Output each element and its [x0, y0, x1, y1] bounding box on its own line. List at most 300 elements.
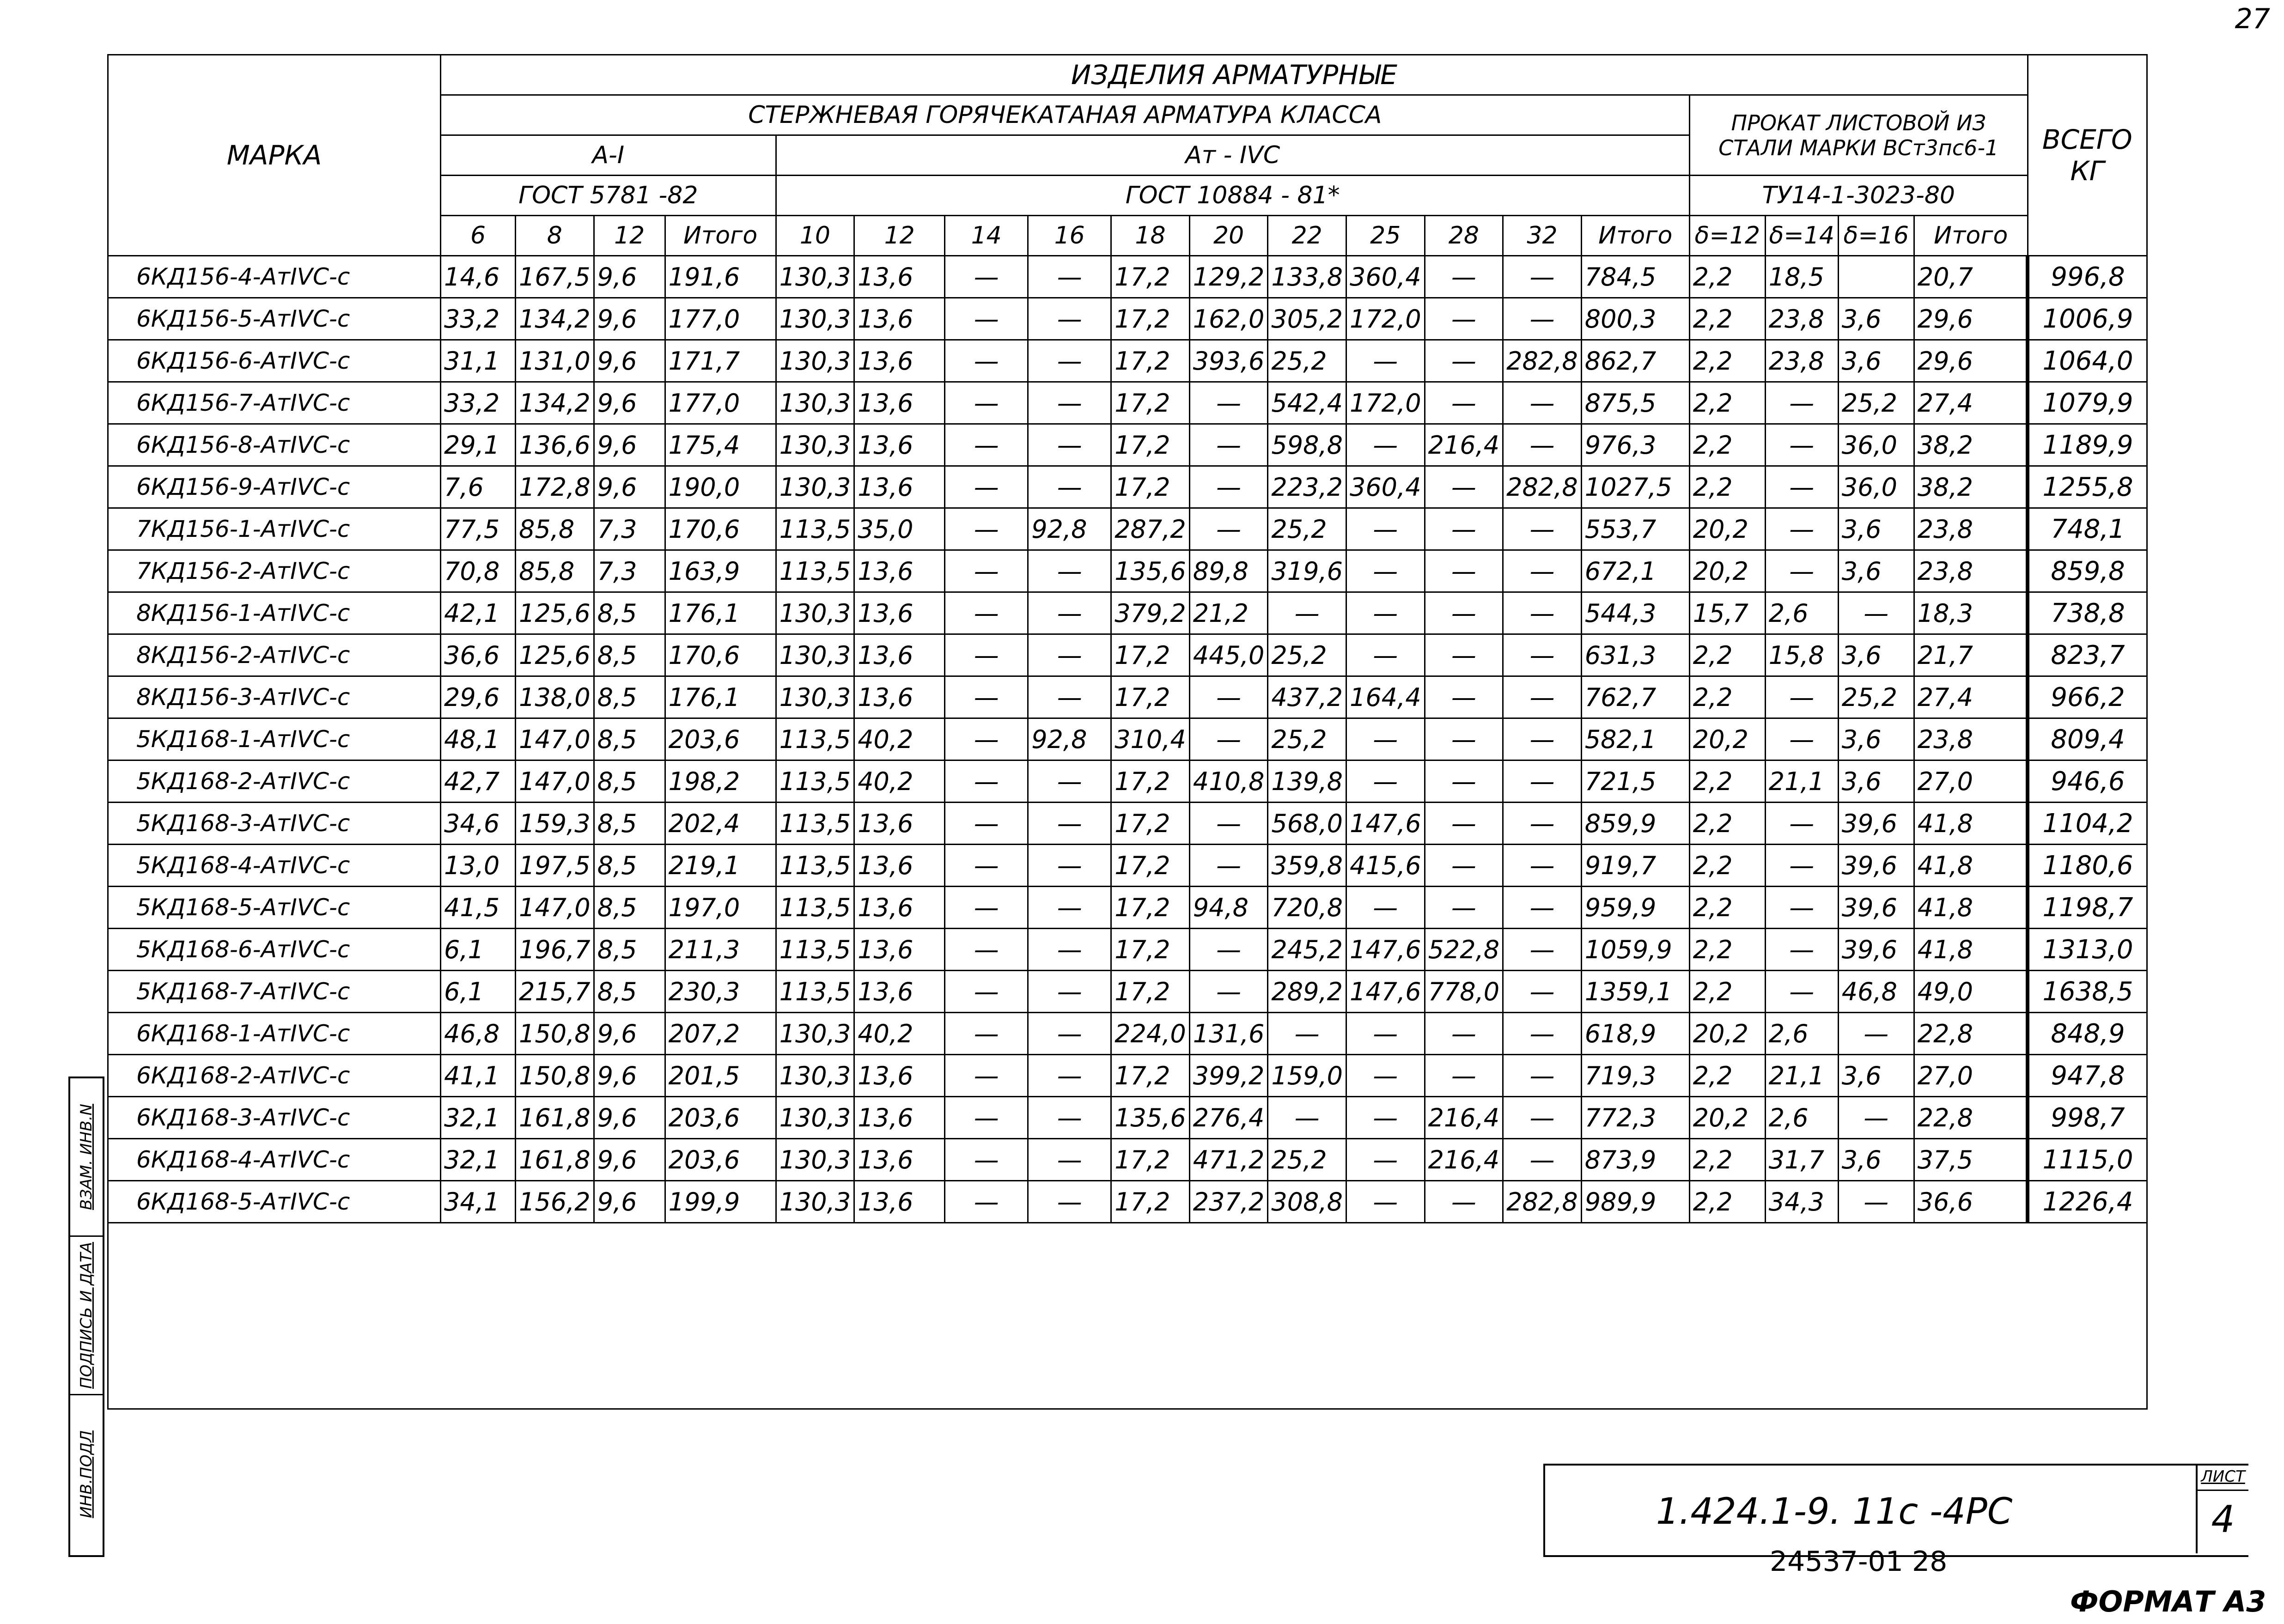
- side-stamp-inv-orig: ИНВ.ПОДЛ: [77, 1430, 96, 1518]
- table-cell: —: [1425, 256, 1503, 298]
- table-cell: 245,2: [1268, 929, 1346, 971]
- table-cell: 13,6: [854, 1181, 945, 1223]
- table-cell: 13,6: [854, 845, 945, 887]
- table-cell: —: [1503, 971, 1582, 1013]
- table-cell: 125,6: [516, 592, 594, 634]
- table-cell: 13,6: [854, 466, 945, 508]
- table-cell: 125,6: [516, 634, 594, 676]
- table-row: [108, 340, 2147, 382]
- table-cell: 207,2: [665, 1013, 776, 1055]
- header-gost-at4c: ГОСТ 10884 - 81*: [776, 176, 1689, 216]
- sub-header-cell: 10: [776, 216, 854, 256]
- table-cell: 2,2: [1689, 676, 1765, 718]
- table-cell: 20,2: [1689, 550, 1765, 592]
- table-cell: 21,2: [1189, 592, 1268, 634]
- table-cell: —: [1503, 760, 1582, 803]
- row-total: 966,2: [2028, 676, 2147, 718]
- row-mark: 6КД168-3-АтIVС-с: [108, 1097, 441, 1139]
- table-cell: 197,5: [516, 845, 594, 887]
- table-cell: 1359,1: [1581, 971, 1689, 1013]
- table-cell: 2,2: [1689, 845, 1765, 887]
- table-cell: 35,0: [854, 508, 945, 550]
- header-rebar: СТЕРЖНЕВАЯ ГОРЯЧЕКАТАНАЯ АРМАТУРА КЛАССА: [441, 95, 1690, 135]
- table-cell: 2,6: [1765, 1013, 1838, 1055]
- row-mark: 6КД168-5-АтIVС-с: [108, 1181, 441, 1223]
- row-mark: 8КД156-3-АтIVС-с: [108, 676, 441, 718]
- table-cell: —: [1028, 676, 1111, 718]
- table-cell: 2,6: [1765, 1097, 1838, 1139]
- row-total: 809,4: [2028, 718, 2147, 760]
- table-cell: 17,2: [1111, 1181, 1190, 1223]
- table-cell: 2,2: [1689, 887, 1765, 929]
- table-cell: 170,6: [665, 634, 776, 676]
- row-total: 1079,9: [2028, 382, 2147, 424]
- table-cell: 17,2: [1111, 1055, 1190, 1097]
- sub-header-cell: 25: [1346, 216, 1425, 256]
- table-cell: —: [1503, 382, 1582, 424]
- header-tu: ТУ14-1-3023-80: [1689, 176, 2028, 216]
- table-cell: —: [1028, 298, 1111, 340]
- row-total: 1189,9: [2028, 424, 2147, 466]
- table-cell: —: [1503, 1139, 1582, 1181]
- table-cell: —: [1189, 929, 1268, 971]
- table-cell: 319,6: [1268, 550, 1346, 592]
- table-cell: —: [1346, 1181, 1425, 1223]
- table-cell: 130,3: [776, 592, 854, 634]
- table-cell: 873,9: [1581, 1139, 1689, 1181]
- paper-format: ФОРМАТ А3: [2070, 1585, 2266, 1618]
- table-cell: 18,5: [1765, 256, 1838, 298]
- table-cell: 23,8: [1914, 718, 2028, 760]
- table-cell: —: [1268, 1013, 1346, 1055]
- table-cell: 42,1: [441, 592, 516, 634]
- table-cell: 172,0: [1346, 298, 1425, 340]
- table-cell: 89,8: [1189, 550, 1268, 592]
- table-cell: 21,1: [1765, 760, 1838, 803]
- table-cell: 13,0: [441, 845, 516, 887]
- table-cell: 959,9: [1581, 887, 1689, 929]
- table-cell: 17,2: [1111, 760, 1190, 803]
- table-cell: 8,5: [594, 634, 665, 676]
- table-cell: —: [1503, 256, 1582, 298]
- table-cell: 282,8: [1503, 340, 1582, 382]
- table-cell: 20,2: [1689, 1097, 1765, 1139]
- table-cell: 15,7: [1689, 592, 1765, 634]
- table-cell: 176,1: [665, 676, 776, 718]
- table-cell: 41,8: [1914, 887, 2028, 929]
- table-cell: —: [1425, 676, 1503, 718]
- row-mark: 5КД168-3-АтIVС-с: [108, 803, 441, 845]
- table-cell: 40,2: [854, 718, 945, 760]
- table-cell: —: [1425, 634, 1503, 676]
- row-mark: 6КД156-5-АтIVС-с: [108, 298, 441, 340]
- table-cell: 34,1: [441, 1181, 516, 1223]
- table-cell: 25,2: [1268, 1139, 1346, 1181]
- table-cell: —: [1425, 760, 1503, 803]
- table-cell: 201,5: [665, 1055, 776, 1097]
- row-mark: 6КД156-8-АтIVС-с: [108, 424, 441, 466]
- table-cell: 70,8: [441, 550, 516, 592]
- table-cell: 721,5: [1581, 760, 1689, 803]
- table-cell: 147,6: [1346, 971, 1425, 1013]
- table-cell: —: [1765, 424, 1838, 466]
- table-row: [108, 634, 2147, 676]
- table-cell: 13,6: [854, 1139, 945, 1181]
- table-cell: 199,9: [665, 1181, 776, 1223]
- table-cell: 393,6: [1189, 340, 1268, 382]
- table-row: [108, 718, 2147, 760]
- table-cell: 17,2: [1111, 256, 1190, 298]
- table-cell: 29,6: [1914, 340, 2028, 382]
- row-mark: 7КД156-2-АтIVС-с: [108, 550, 441, 592]
- table-cell: 553,7: [1581, 508, 1689, 550]
- table-cell: 282,8: [1503, 466, 1582, 508]
- table-cell: 135,6: [1111, 550, 1190, 592]
- table-cell: 39,6: [1838, 929, 1914, 971]
- table-cell: 92,8: [1028, 718, 1111, 760]
- table-row: [108, 1139, 2147, 1181]
- sub-header-cell: 20: [1189, 216, 1268, 256]
- table-cell: —: [1425, 718, 1503, 760]
- table-cell: —: [1503, 550, 1582, 592]
- table-cell: 161,8: [516, 1139, 594, 1181]
- table-cell: 17,2: [1111, 676, 1190, 718]
- sub-header-cell: 32: [1503, 216, 1582, 256]
- table-cell: 133,8: [1268, 256, 1346, 298]
- side-stamp: [68, 1077, 104, 1557]
- table-cell: —: [1425, 803, 1503, 845]
- table-cell: 33,2: [441, 382, 516, 424]
- side-stamp-replace-inv: ВЗАМ. ИНВ.N: [70, 1078, 103, 1237]
- table-cell: 919,7: [1581, 845, 1689, 887]
- table-cell: —: [1425, 1013, 1503, 1055]
- table-cell: 18,3: [1914, 592, 2028, 634]
- table-cell: 2,2: [1689, 466, 1765, 508]
- row-total: 946,6: [2028, 760, 2147, 803]
- table-cell: 8,5: [594, 760, 665, 803]
- table-cell: —: [945, 887, 1028, 929]
- table-cell: 13,6: [854, 676, 945, 718]
- table-cell: 203,6: [665, 718, 776, 760]
- table-cell: 13,6: [854, 298, 945, 340]
- table-cell: —: [1028, 382, 1111, 424]
- table-cell: 223,2: [1268, 466, 1346, 508]
- row-mark: 6КД168-4-АтIVС-с: [108, 1139, 441, 1181]
- table-cell: —: [1028, 760, 1111, 803]
- table-cell: 3,6: [1838, 1139, 1914, 1181]
- table-cell: 17,2: [1111, 845, 1190, 887]
- table-cell: —: [945, 1181, 1028, 1223]
- table-cell: 2,2: [1689, 929, 1765, 971]
- table-cell: —: [945, 424, 1028, 466]
- table-cell: 130,3: [776, 340, 854, 382]
- table-cell: —: [1425, 340, 1503, 382]
- table-cell: 8,5: [594, 676, 665, 718]
- table-cell: —: [945, 1013, 1028, 1055]
- table-cell: 672,1: [1581, 550, 1689, 592]
- table-cell: 147,6: [1346, 929, 1425, 971]
- table-cell: —: [1765, 929, 1838, 971]
- table-cell: 8,5: [594, 592, 665, 634]
- table-cell: —: [1189, 382, 1268, 424]
- table-cell: 150,8: [516, 1013, 594, 1055]
- table-cell: —: [945, 382, 1028, 424]
- row-total: 1198,7: [2028, 887, 2147, 929]
- table-cell: 163,9: [665, 550, 776, 592]
- table-cell: 130,3: [776, 382, 854, 424]
- table-cell: 800,3: [1581, 298, 1689, 340]
- table-cell: —: [1028, 887, 1111, 929]
- table-cell: 41,8: [1914, 803, 2028, 845]
- table-cell: 17,2: [1111, 634, 1190, 676]
- table-cell: 522,8: [1425, 929, 1503, 971]
- table-cell: 215,7: [516, 971, 594, 1013]
- table-cell: 167,5: [516, 256, 594, 298]
- row-total: 1313,0: [2028, 929, 2147, 971]
- table-cell: 568,0: [1268, 803, 1346, 845]
- table-cell: 17,2: [1111, 929, 1190, 971]
- table-cell: —: [1503, 676, 1582, 718]
- table-cell: 9,6: [594, 424, 665, 466]
- table-cell: 129,2: [1189, 256, 1268, 298]
- table-cell: 17,2: [1111, 340, 1190, 382]
- side-stamp-sign-date: ПОДПИСЬ И ДАТА: [70, 1237, 103, 1395]
- table-cell: 134,2: [516, 298, 594, 340]
- row-total: 859,8: [2028, 550, 2147, 592]
- table-cell: 175,4: [665, 424, 776, 466]
- table-cell: 582,1: [1581, 718, 1689, 760]
- table-cell: —: [1346, 1055, 1425, 1097]
- table-cell: —: [1189, 971, 1268, 1013]
- row-mark: 5КД168-1-АтIVС-с: [108, 718, 441, 760]
- table-cell: 237,2: [1189, 1181, 1268, 1223]
- table-cell: 36,6: [441, 634, 516, 676]
- table-cell: —: [1765, 382, 1838, 424]
- table-cell: —: [1503, 1013, 1582, 1055]
- table-cell: 159,3: [516, 803, 594, 845]
- row-total: 1226,4: [2028, 1181, 2147, 1223]
- table-cell: 113,5: [776, 929, 854, 971]
- table-cell: —: [945, 466, 1028, 508]
- table-cell: 13,6: [854, 550, 945, 592]
- table-cell: 224,0: [1111, 1013, 1190, 1055]
- header-class-at4c: Ат - IVС: [776, 135, 1689, 176]
- table-cell: 113,5: [776, 760, 854, 803]
- table-cell: 25,2: [1838, 676, 1914, 718]
- table-cell: 1027,5: [1581, 466, 1689, 508]
- table-cell: 27,0: [1914, 760, 2028, 803]
- table-cell: —: [1346, 1097, 1425, 1139]
- table-cell: 2,2: [1689, 1139, 1765, 1181]
- table-cell: —: [1028, 592, 1111, 634]
- table-cell: 25,2: [1268, 508, 1346, 550]
- table-cell: 41,5: [441, 887, 516, 929]
- table-cell: —: [1028, 971, 1111, 1013]
- table-cell: —: [945, 550, 1028, 592]
- table-cell: 2,2: [1689, 424, 1765, 466]
- table-cell: 130,3: [776, 676, 854, 718]
- row-total: 1255,8: [2028, 466, 2147, 508]
- table-cell: —: [1425, 1055, 1503, 1097]
- table-cell: —: [1346, 1139, 1425, 1181]
- table-cell: —: [1028, 845, 1111, 887]
- sub-header-cell: 12: [594, 216, 665, 256]
- table-cell: —: [1765, 971, 1838, 1013]
- table-cell: 21,7: [1914, 634, 2028, 676]
- table-cell: 784,5: [1581, 256, 1689, 298]
- table-row: [108, 929, 2147, 971]
- table-cell: —: [1189, 466, 1268, 508]
- table-cell: 618,9: [1581, 1013, 1689, 1055]
- table-cell: —: [945, 634, 1028, 676]
- table-cell: 9,6: [594, 256, 665, 298]
- table-cell: 170,6: [665, 508, 776, 550]
- table-cell: —: [945, 803, 1028, 845]
- table-cell: 27,4: [1914, 382, 2028, 424]
- table-cell: [1838, 256, 1914, 298]
- table-cell: 113,5: [776, 803, 854, 845]
- table-cell: 177,0: [665, 382, 776, 424]
- table-cell: 130,3: [776, 298, 854, 340]
- table-cell: —: [1028, 466, 1111, 508]
- table-row: [108, 298, 2147, 340]
- table-cell: —: [945, 971, 1028, 1013]
- table-cell: —: [1765, 550, 1838, 592]
- table-cell: 471,2: [1189, 1139, 1268, 1181]
- table-cell: 25,2: [1268, 340, 1346, 382]
- table-cell: 3,6: [1838, 760, 1914, 803]
- table-cell: —: [1838, 1013, 1914, 1055]
- table-cell: 17,2: [1111, 1139, 1190, 1181]
- table-cell: 203,6: [665, 1139, 776, 1181]
- table-cell: 2,2: [1689, 298, 1765, 340]
- sheet-label: ЛИСТ: [2198, 1467, 2248, 1491]
- table-cell: 20,2: [1689, 718, 1765, 760]
- table-row: [108, 676, 2147, 718]
- table-cell: —: [1425, 298, 1503, 340]
- row-mark: 6КД156-7-АтIVС-с: [108, 382, 441, 424]
- table-cell: 9,6: [594, 340, 665, 382]
- row-mark: 5КД168-2-АтIVС-с: [108, 760, 441, 803]
- table-cell: 282,8: [1503, 1181, 1582, 1223]
- table-cell: 3,6: [1838, 298, 1914, 340]
- table-cell: 7,3: [594, 508, 665, 550]
- table-row: [108, 466, 2147, 508]
- table-cell: 6,1: [441, 971, 516, 1013]
- table-cell: 31,7: [1765, 1139, 1838, 1181]
- table-cell: —: [1189, 718, 1268, 760]
- table-cell: 197,0: [665, 887, 776, 929]
- table-cell: —: [945, 718, 1028, 760]
- table-cell: —: [945, 845, 1028, 887]
- table-cell: 147,0: [516, 760, 594, 803]
- table-cell: 1059,9: [1581, 929, 1689, 971]
- table-cell: 85,8: [516, 508, 594, 550]
- table-cell: 2,2: [1689, 382, 1765, 424]
- table-cell: —: [1189, 845, 1268, 887]
- inventory-number: 24537-01 28: [1770, 1545, 1948, 1578]
- table-cell: —: [1503, 1055, 1582, 1097]
- table-cell: 2,2: [1689, 340, 1765, 382]
- row-total: 998,7: [2028, 1097, 2147, 1139]
- table-cell: 216,4: [1425, 424, 1503, 466]
- table-cell: 203,6: [665, 1097, 776, 1139]
- table-row: [108, 382, 2147, 424]
- table-cell: 20,7: [1914, 256, 2028, 298]
- table-cell: 410,8: [1189, 760, 1268, 803]
- row-total: 1115,0: [2028, 1139, 2147, 1181]
- row-total: 1638,5: [2028, 971, 2147, 1013]
- table-cell: —: [1503, 1097, 1582, 1139]
- table-cell: 113,5: [776, 508, 854, 550]
- table-cell: —: [945, 1055, 1028, 1097]
- table-cell: 131,0: [516, 340, 594, 382]
- table-cell: 17,2: [1111, 887, 1190, 929]
- table-cell: —: [1425, 550, 1503, 592]
- table-cell: 772,3: [1581, 1097, 1689, 1139]
- table-cell: 544,3: [1581, 592, 1689, 634]
- sub-header-cell: 14: [945, 216, 1028, 256]
- table-cell: —: [1503, 298, 1582, 340]
- table-cell: 130,3: [776, 1097, 854, 1139]
- table-cell: 29,6: [1914, 298, 2028, 340]
- table-cell: —: [1346, 340, 1425, 382]
- table-cell: 415,6: [1346, 845, 1425, 887]
- row-total: 1064,0: [2028, 340, 2147, 382]
- table-cell: —: [1838, 1181, 1914, 1223]
- table-cell: —: [1503, 508, 1582, 550]
- table-cell: 7,3: [594, 550, 665, 592]
- table-cell: 17,2: [1111, 971, 1190, 1013]
- table-cell: —: [1503, 845, 1582, 887]
- table-cell: 9,6: [594, 1181, 665, 1223]
- table-cell: 13,6: [854, 634, 945, 676]
- table-cell: 198,2: [665, 760, 776, 803]
- table-cell: —: [1028, 929, 1111, 971]
- table-cell: —: [1028, 634, 1111, 676]
- table-cell: 13,6: [854, 256, 945, 298]
- table-cell: 36,0: [1838, 424, 1914, 466]
- table-cell: 379,2: [1111, 592, 1190, 634]
- table-cell: 9,6: [594, 1013, 665, 1055]
- table-cell: 720,8: [1268, 887, 1346, 929]
- sub-header-cell: Итого: [1914, 216, 2028, 256]
- table-cell: 216,4: [1425, 1139, 1503, 1181]
- table-row: [108, 1181, 2147, 1223]
- row-mark: 5КД168-5-АтIVС-с: [108, 887, 441, 929]
- table-cell: 542,4: [1268, 382, 1346, 424]
- table-cell: 37,5: [1914, 1139, 2028, 1181]
- page-number: 27: [2235, 3, 2270, 35]
- reinforcement-spec-table: [107, 54, 2148, 1410]
- table-cell: —: [1346, 718, 1425, 760]
- row-total: 823,7: [2028, 634, 2147, 676]
- row-mark: 6КД168-2-АтIVС-с: [108, 1055, 441, 1097]
- table-cell: 2,2: [1689, 256, 1765, 298]
- table-cell: —: [1028, 1097, 1111, 1139]
- table-cell: 39,6: [1838, 803, 1914, 845]
- table-cell: 3,6: [1838, 340, 1914, 382]
- table-cell: 31,1: [441, 340, 516, 382]
- table-cell: 3,6: [1838, 1055, 1914, 1097]
- table-cell: 130,3: [776, 424, 854, 466]
- table-cell: 48,1: [441, 718, 516, 760]
- table-cell: —: [945, 929, 1028, 971]
- table-cell: 172,0: [1346, 382, 1425, 424]
- table-cell: 2,2: [1689, 971, 1765, 1013]
- table-cell: —: [1028, 550, 1111, 592]
- table-cell: 156,2: [516, 1181, 594, 1223]
